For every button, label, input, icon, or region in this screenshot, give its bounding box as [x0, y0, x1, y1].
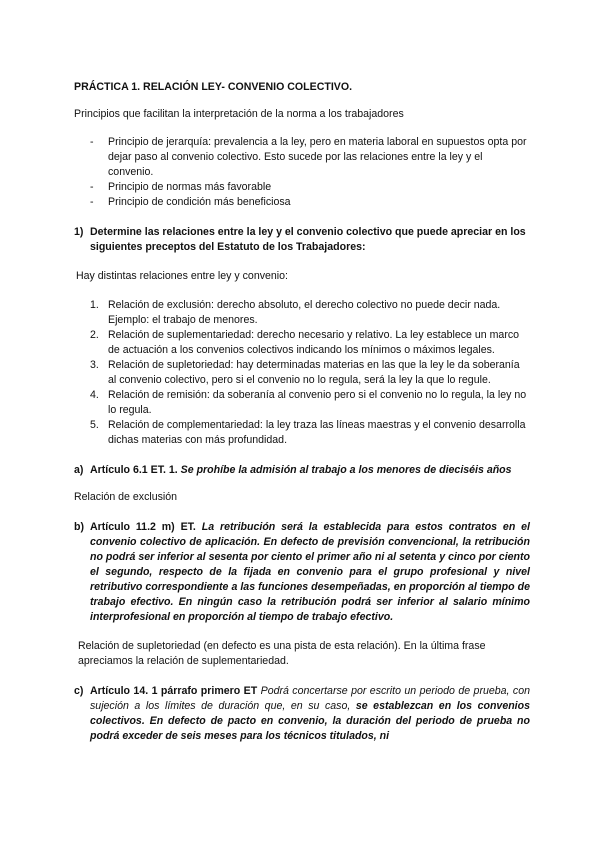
item-number: 1. [90, 299, 99, 311]
relation-text: Relación de complementariedad: la ley traza las líneas maestras y el convenio desarrolla dichas materias con más profundidad. [108, 419, 526, 446]
article-reference: Artículo 14. 1 párrafo primero ET [90, 685, 258, 697]
dash-bullet-icon: - [90, 181, 94, 193]
document-page [74, 80, 530, 744]
question-1 [74, 225, 530, 255]
principle-text: Principio de jerarquía: prevalencia a la ley, pero en materia laboral en supuestos opta por dejar paso al convenio colectivo. Esto sucede por las relaciones entre la ley y el convenio. [108, 136, 527, 178]
article-a-answer: Relación de exclusión [74, 491, 178, 503]
principles-list [74, 135, 530, 210]
article-label: b) [74, 521, 84, 533]
article-c [74, 684, 530, 744]
list-item [74, 298, 530, 328]
article-label: c) [74, 685, 84, 697]
article-reference: Artículo 6.1 ET. 1. [90, 464, 178, 476]
article-quote: Podrá concertarse por escrito un periodo de prueba, con sujeción a los límites de duración que, en su caso, [90, 685, 530, 712]
question-number: 1) [74, 226, 84, 238]
relation-text: Relación de exclusión: derecho absoluto, el derecho colectivo no puede decir nada. Ejemplo: el trabajo de menores. [108, 299, 501, 326]
item-number: 3. [90, 359, 99, 371]
question-text: Determine las relaciones entre la ley y el convenio colectivo que puede apreciar en los siguientes preceptos del Estatuto de los Trabajadores: [90, 226, 526, 253]
relation-text: Relación de remisión: da soberanía al convenio pero si el convenio no lo regula, la ley no lo regula. [108, 389, 527, 416]
item-number: 2. [90, 329, 99, 341]
page-title: PRÁCTICA 1. RELACIÓN LEY- CONVENIO COLECTIVO. [74, 81, 353, 93]
dash-bullet-icon: - [90, 136, 94, 148]
relations-list [74, 298, 530, 448]
relation-text: Relación de suplementariedad: derecho necesario y relativo. La ley establece un marco de actuación a los convenios colectivos indicando los mínimos o máximos legales. [108, 329, 520, 356]
principle-text: Principio de condición más beneficiosa [108, 196, 291, 208]
article-quote: Se prohíbe la admisión al trabajo a los menores de dieciséis años [180, 464, 512, 476]
list-item [74, 358, 530, 388]
list-item [74, 135, 530, 180]
list-item [74, 418, 530, 448]
article-b-answer: Relación de supletoriedad (en defecto es una pista de esta relación). En la última frase apreciamos la relación de suplementariedad. [78, 640, 486, 667]
article-label: a) [74, 464, 84, 476]
list-item [74, 195, 530, 210]
list-item [74, 328, 530, 358]
item-number: 4. [90, 389, 99, 401]
article-reference: Artículo 11.2 m) ET. [90, 521, 196, 533]
relations-intro: Hay distintas relaciones entre ley y convenio: [76, 270, 288, 282]
intro-paragraph: Principios que facilitan la interpretación de la norma a los trabajadores [74, 108, 404, 120]
article-quote-bold: se establezcan en los convenios colectivos. En defecto de pacto en convenio, la duración del periodo de prueba no podrá exceder de seis meses para los técnicos titulados, ni [90, 700, 530, 742]
dash-bullet-icon: - [90, 196, 94, 208]
list-item [74, 180, 530, 195]
list-item [74, 388, 530, 418]
article-quote: La retribución será la establecida para estos contratos en el convenio colectivo de aplicación. En defecto de previsión convencional, la retribución no podrá ser inferior al sesenta por ciento el primer año ni al setenta y cinco por ciento el segundo, respecto de la fijada en convenio para el grupo profesional y nivel retributivo correspondiente a las funciones desempeñadas, en proporción al tiempo de trabajo efectivo. En ningún caso la retribución podrá ser inferior al salario mínimo interprofesional en proporción al tiempo de trabajo efectivo. [90, 521, 530, 623]
relation-text: Relación de supletoriedad: hay determinadas materias en las que la ley le da soberanía al convenio colectivo, pero si el convenio no lo regula, será la ley la que lo regule. [108, 359, 520, 386]
article-a [74, 463, 530, 478]
item-number: 5. [90, 419, 99, 431]
principle-text: Principio de normas más favorable [108, 181, 272, 193]
article-b [74, 520, 530, 625]
